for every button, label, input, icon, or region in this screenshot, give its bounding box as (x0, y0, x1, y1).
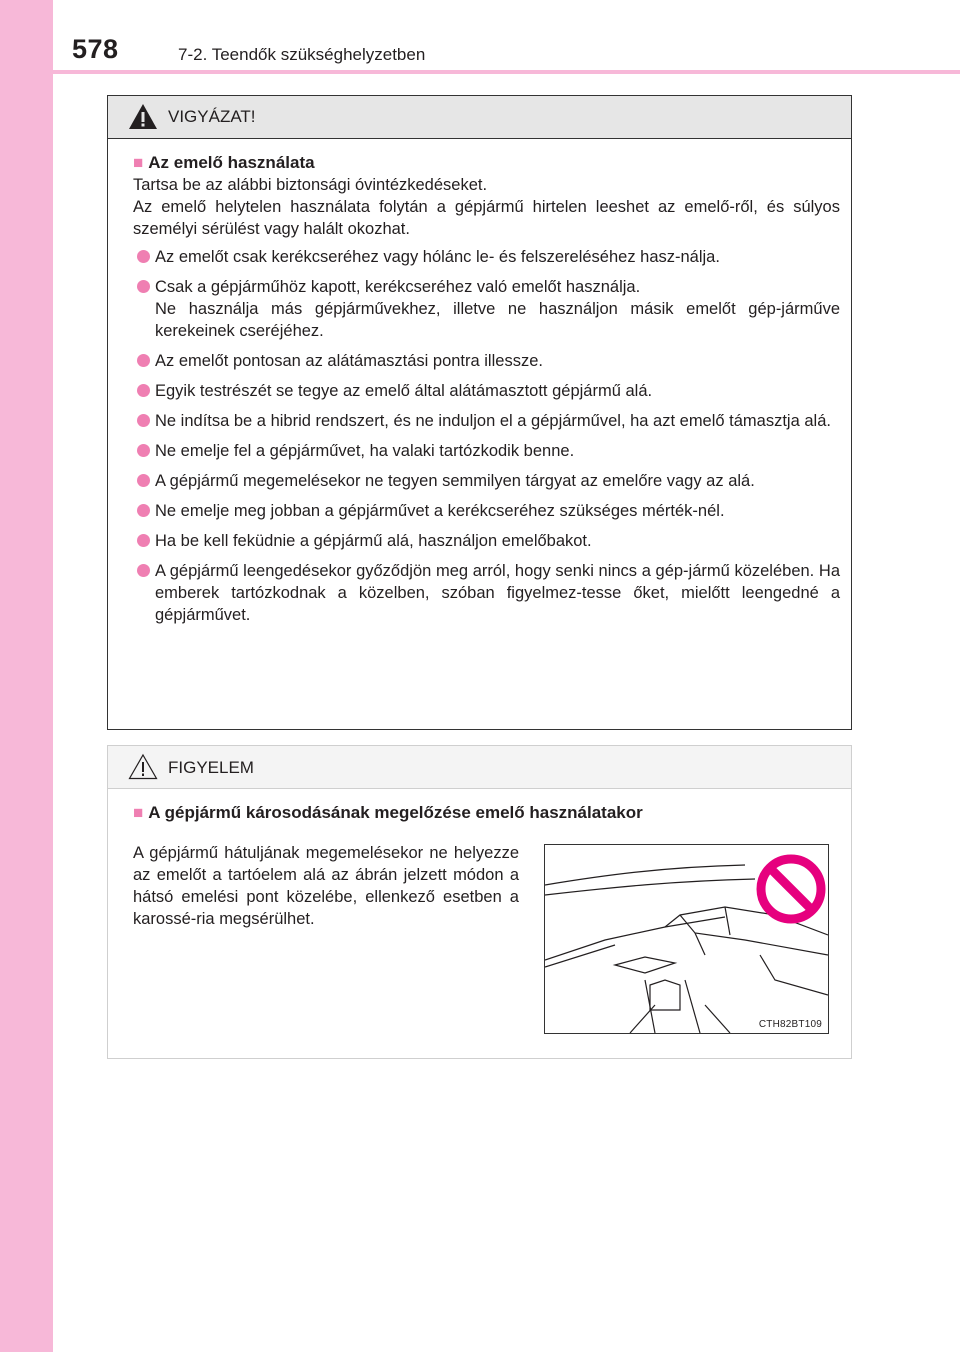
list-item: Az emelőt csak kerékcseréhez vagy hólánc le- és felszereléséhez hasz-nálja. (133, 246, 840, 268)
list-item: Csak a gépjárműhöz kapott, kerékcseréhez való emelőt használja. Ne használja más gépjárművekhez, illetve ne használjon másik emelőt gép-járműve kerekeinek cseréjéhez. (133, 276, 840, 342)
vehicle-underside-drawing (545, 845, 828, 1033)
warning-triangle-icon (128, 103, 158, 135)
bullet-dot-icon (137, 250, 150, 263)
notice-label: FIGYELEM (168, 758, 254, 777)
list-item: A gépjármű megemelésekor ne tegyen semmilyen tárgyat az emelőre vagy az alá. (133, 470, 840, 492)
warning-intro (133, 174, 840, 240)
list-item: Ha be kell feküdnie a gépjármű alá, használjon emelőbakot. (133, 530, 840, 552)
square-bullet-icon: ■ (133, 803, 144, 822)
warning-content (108, 152, 851, 626)
header-rule (53, 70, 960, 74)
intro-line: Tartsa be az alábbi biztonsági óvintézkedéseket. (133, 176, 488, 194)
bullet-dot-icon (137, 534, 150, 547)
bullet-dot-icon (137, 384, 150, 397)
bullet-dot-icon (137, 280, 150, 293)
bullet-dot-icon (137, 444, 150, 457)
intro-line: Az emelő helytelen használata folytán a gépjármű hirtelen leeshet az emelő-ről, és súlyos személyi sérülést vagy halált okozhat. (133, 198, 840, 238)
bullet-dot-icon (137, 354, 150, 367)
list-item: Ne emelje fel a gépjárművet, ha valaki tartózkodik benne. (133, 440, 840, 462)
notice-text: A gépjármű hátuljának megemelésekor ne helyezze az emelőt a tartóelem alá az ábrán jelzett módon a hátsó emelési pont közelébe, ellenkező esetben a karossé-ria megsérülhet. (133, 844, 519, 928)
warning-box (107, 95, 852, 730)
list-item: Az emelőt pontosan az alátámasztási pontra illessze. (133, 350, 840, 372)
warning-subhead (133, 152, 840, 174)
square-bullet-icon: ■ (133, 153, 144, 172)
bullet-dot-icon (137, 504, 150, 517)
bullet-dot-icon (137, 474, 150, 487)
notice-content (108, 802, 851, 824)
notice-header (108, 746, 851, 789)
side-color-strip (0, 0, 53, 1352)
bullet-dot-icon (137, 564, 150, 577)
warning-header (108, 96, 851, 139)
bullet-continuation: Ne használja más gépjárművekhez, illetve ne használjon másik emelőt gép-járműve kerekeinek cseréjéhez. (155, 300, 840, 340)
notice-subhead (133, 802, 840, 824)
list-item: Egyik testrészét se tegye az emelő által alátámasztott gépjármű alá. (133, 380, 840, 402)
bullet-dot-icon (137, 414, 150, 427)
list-item: A gépjármű leengedésekor győződjön meg arról, hogy senki nincs a gép-jármű közelében. Ha emberek tartózkodnak a közelben, szóban figyelmez-tesse őket, mielőtt leengedné a gépjárművet. (133, 560, 840, 626)
caution-outline-triangle-icon (128, 753, 158, 785)
notice-subhead-text: A gépjármű károsodásának megelőzése emelő használatakor (148, 803, 643, 822)
warning-subhead-text: Az emelő használata (148, 153, 315, 172)
list-item: Ne indítsa be a hibrid rendszert, és ne induljon el a gépjárművel, ha azt emelő támasztja alá. (133, 410, 840, 432)
list-item: Ne emelje meg jobban a gépjárművet a kerékcseréhez szükséges mérték-nél. (133, 500, 840, 522)
jack-placement-illustration (544, 844, 829, 1034)
notice-box (107, 745, 852, 1059)
section-title: 7-2. Teendők szükséghelyzetben (178, 45, 426, 64)
warning-bullet-list (133, 246, 840, 626)
warning-label: VIGYÁZAT! (168, 107, 256, 126)
page-number: 578 (72, 34, 119, 64)
figure-code: CTH82BT109 (758, 1019, 822, 1030)
